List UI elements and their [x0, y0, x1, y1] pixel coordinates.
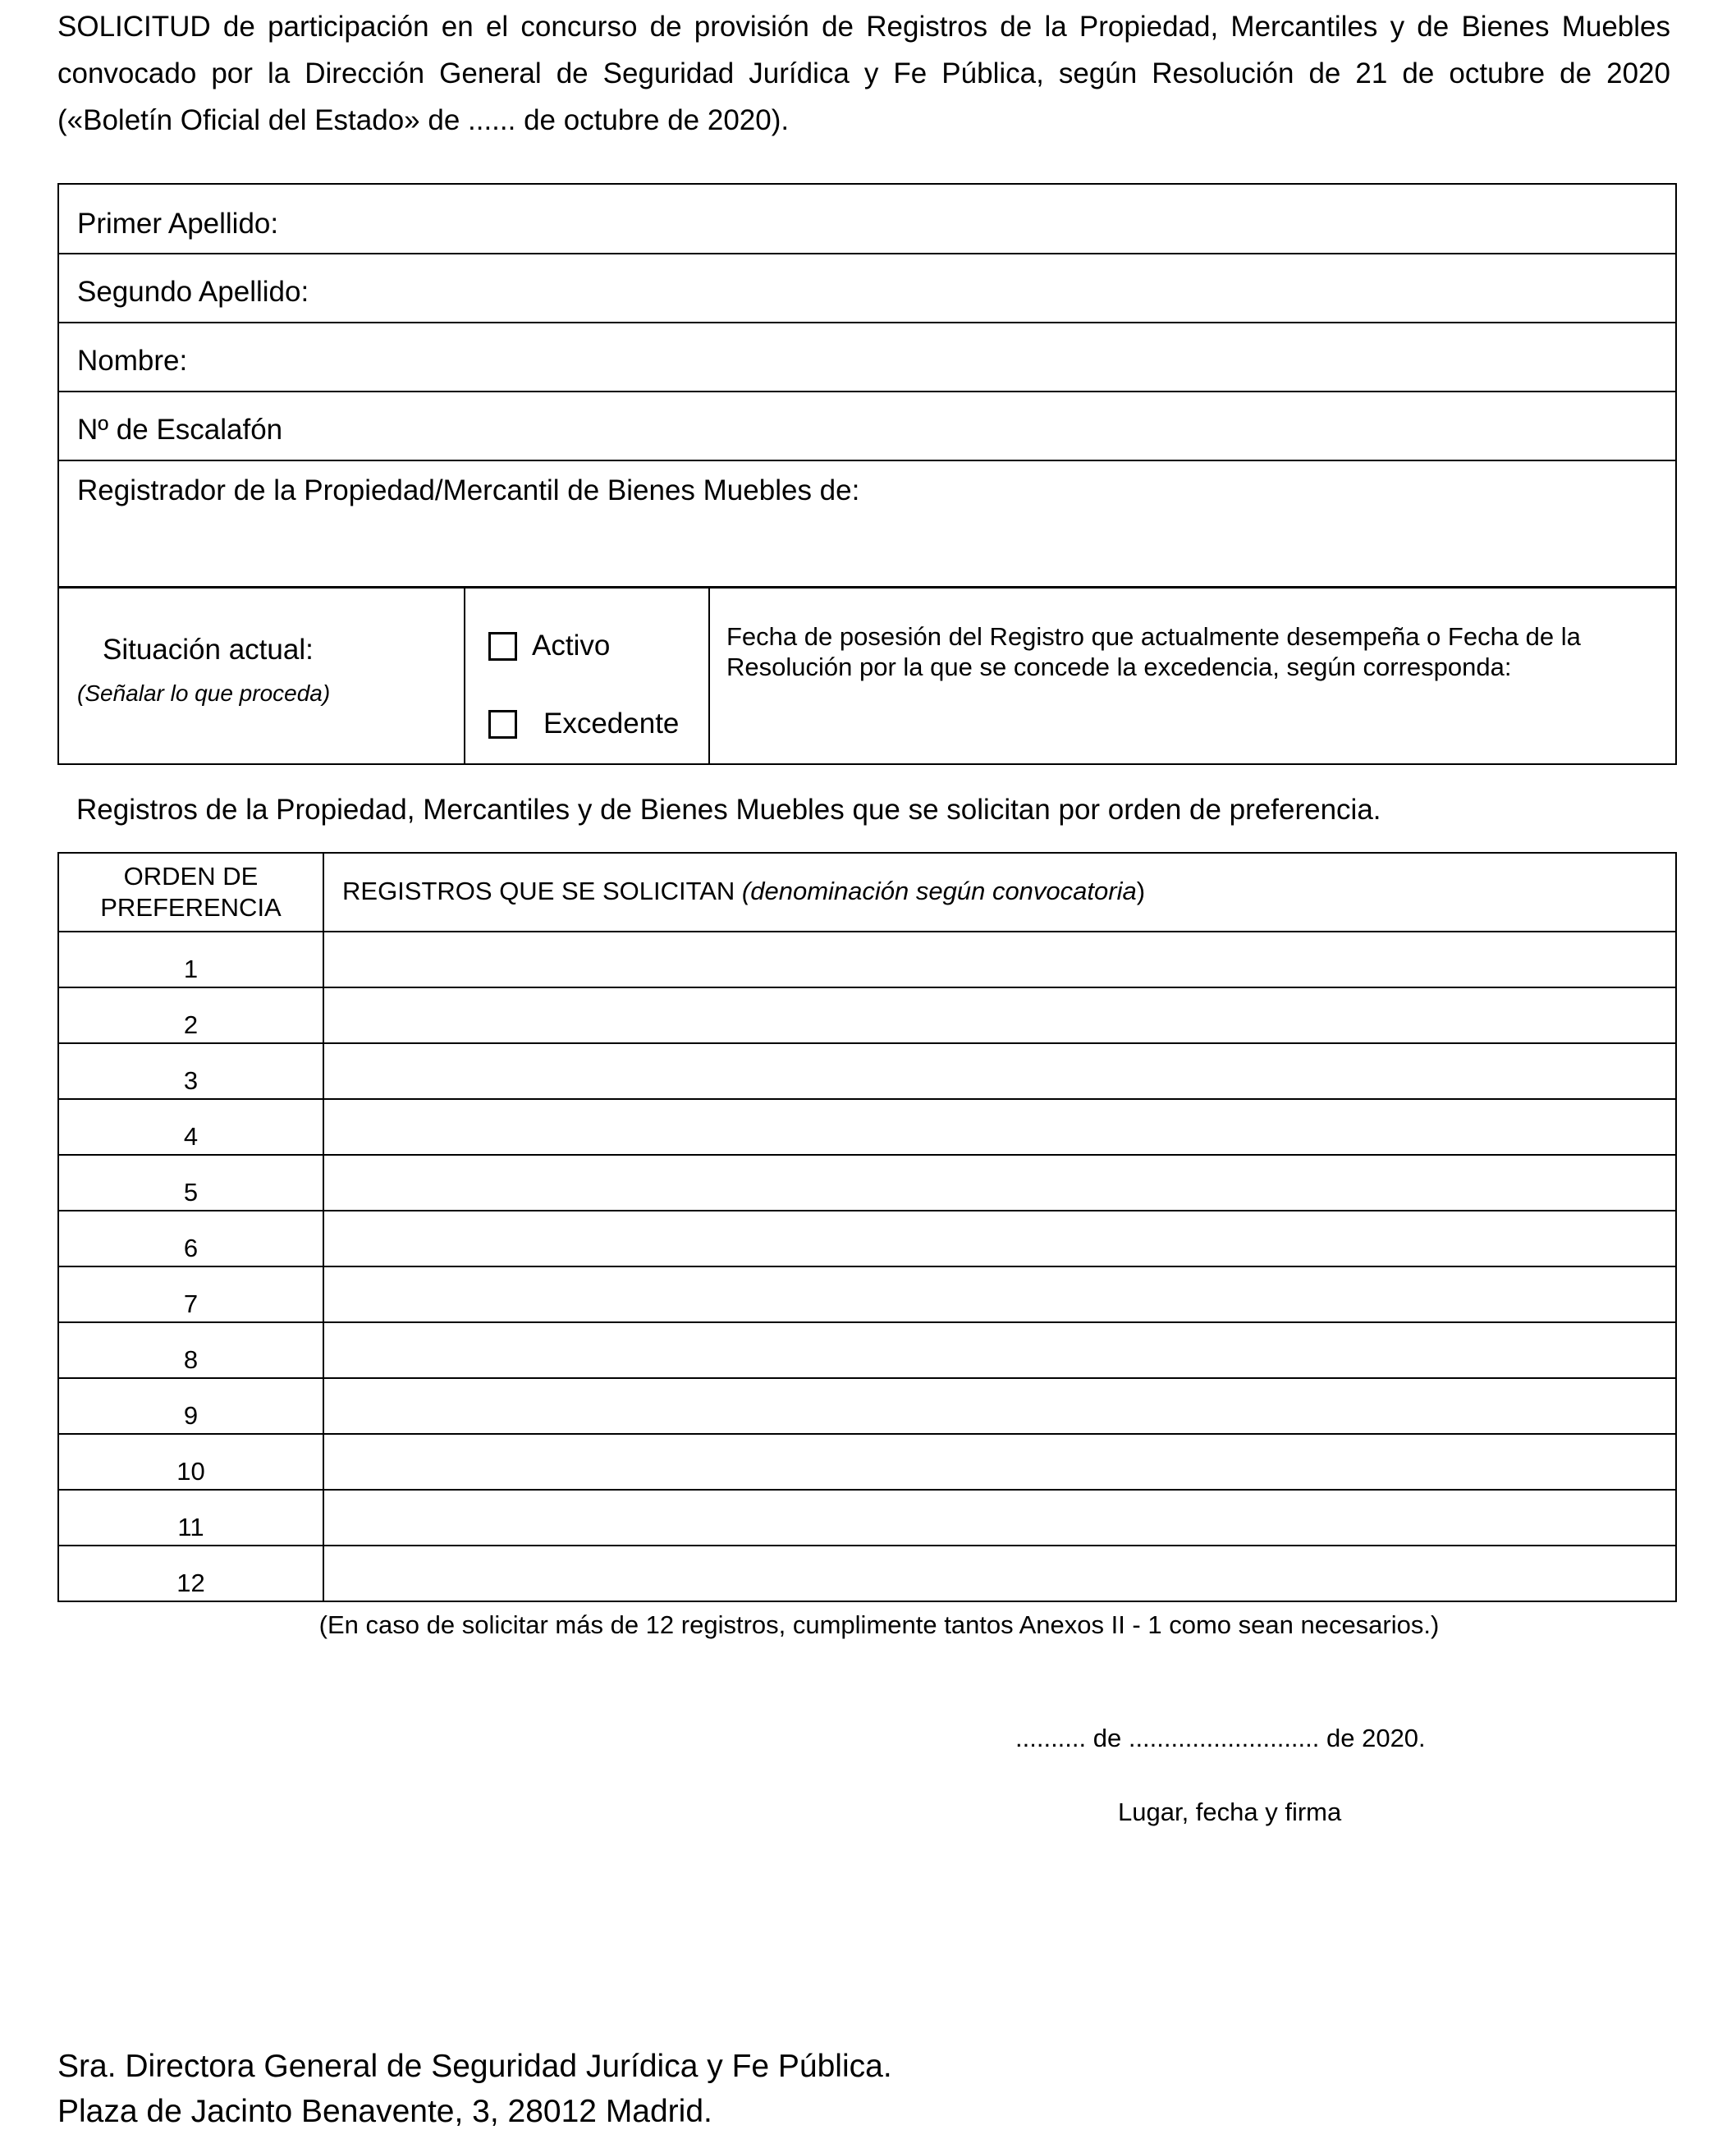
preference-number: 4: [58, 1099, 323, 1155]
column-header-order-line2: PREFERENCIA: [100, 893, 282, 922]
option-activo[interactable]: [488, 630, 610, 662]
column-header-order: [58, 853, 323, 932]
registro-input-cell[interactable]: [323, 1378, 1676, 1434]
table-row: [58, 1043, 1676, 1099]
situation-options-cell: [465, 588, 709, 764]
registro-input-cell[interactable]: [323, 1322, 1676, 1378]
registro-input-cell[interactable]: [323, 1155, 1676, 1211]
field-primer-apellido[interactable]: Primer Apellido:: [58, 184, 1676, 254]
column-header-registros-note: (denominación según convocatoria: [741, 877, 1137, 905]
excedente-label: Excedente: [543, 708, 680, 740]
registro-input-cell[interactable]: [323, 1434, 1676, 1490]
preference-number: 8: [58, 1322, 323, 1378]
table-row: [58, 1546, 1676, 1601]
situation-label: Situación actual:: [103, 634, 314, 666]
preference-number: 2: [58, 987, 323, 1043]
personal-data-table: [57, 183, 1677, 588]
date-line[interactable]: .......... de ........................... de 2020.: [1015, 1724, 1426, 1752]
intro-paragraph: SOLICITUD de participación en el concurso de provisión de Registros de la Propiedad, Mercantiles y de Bienes Muebles convocado por la Dirección General de Seguridad Jurídica y Fe Pública, según Resolución de 21 de octubre de 2020 («Boletín Oficial del Estado» de ...... de octubre de 2020).: [57, 11, 1670, 136]
column-header-registros-label: REGISTROS QUE SE SOLICITAN: [342, 877, 742, 905]
table-row: [58, 932, 1676, 987]
preferences-caption: Registros de la Propiedad, Mercantiles y de Bienes Muebles que se solicitan por orden de preferencia.: [76, 794, 1381, 826]
preferences-footnote: (En caso de solicitar más de 12 registros, cumplimente tantos Anexos II - 1 como sean necesarios.): [318, 1610, 1440, 1639]
addressee-line1: Sra. Directora General de Seguridad Jurídica y Fe Pública.: [57, 2049, 892, 2084]
registro-input-cell[interactable]: [323, 932, 1676, 987]
table-row: [58, 1211, 1676, 1266]
table-row: [58, 1155, 1676, 1211]
preference-number: 6: [58, 1211, 323, 1266]
registro-input-cell[interactable]: [323, 1266, 1676, 1322]
preference-number: 5: [58, 1155, 323, 1211]
registro-input-cell[interactable]: [323, 1490, 1676, 1546]
addressee-block: [57, 2044, 892, 2134]
excedente-checkbox[interactable]: [488, 710, 517, 739]
field-nombre[interactable]: Nombre:: [58, 323, 1676, 392]
table-row: [58, 1099, 1676, 1155]
table-row: [58, 1378, 1676, 1434]
field-registrador[interactable]: Registrador de la Propiedad/Mercantil de Bienes Muebles de:: [58, 460, 1676, 587]
column-header-registros: [323, 853, 1676, 932]
situation-table: [57, 587, 1677, 765]
column-header-order-line1: ORDEN DE: [123, 862, 259, 891]
preference-number: 1: [58, 932, 323, 987]
option-excedente[interactable]: [488, 708, 679, 740]
addressee-line2: Plaza de Jacinto Benavente, 3, 28012 Madrid.: [57, 2094, 712, 2129]
registro-input-cell[interactable]: [323, 987, 1676, 1043]
column-header-registros-close: ): [1136, 877, 1146, 905]
registro-input-cell[interactable]: [323, 1211, 1676, 1266]
situation-label-cell: [58, 588, 465, 764]
fecha-posesion-field[interactable]: Fecha de posesión del Registro que actualmente desempeña o Fecha de la Resolución por la que se concede la excedencia, según corresponda:: [709, 588, 1676, 764]
field-segundo-apellido[interactable]: Segundo Apellido:: [58, 254, 1676, 323]
table-row: [58, 1266, 1676, 1322]
preference-number: 7: [58, 1266, 323, 1322]
signature-label: Lugar, fecha y firma: [1118, 1798, 1342, 1826]
preference-number: 11: [58, 1490, 323, 1546]
registro-input-cell[interactable]: [323, 1099, 1676, 1155]
preference-number: 12: [58, 1546, 323, 1601]
registro-input-cell[interactable]: [323, 1546, 1676, 1601]
activo-checkbox[interactable]: [488, 632, 517, 661]
table-row: [58, 1434, 1676, 1490]
preference-number: 10: [58, 1434, 323, 1490]
preference-number: 9: [58, 1378, 323, 1434]
field-escalafon[interactable]: Nº de Escalafón: [58, 392, 1676, 460]
preferences-table: [57, 852, 1677, 1602]
table-row: [58, 987, 1676, 1043]
table-row: [58, 1490, 1676, 1546]
registro-input-cell[interactable]: [323, 1043, 1676, 1099]
preference-number: 3: [58, 1043, 323, 1099]
situation-note: (Señalar lo que proceda): [77, 680, 331, 706]
activo-label: Activo: [532, 630, 611, 662]
table-row: [58, 1322, 1676, 1378]
